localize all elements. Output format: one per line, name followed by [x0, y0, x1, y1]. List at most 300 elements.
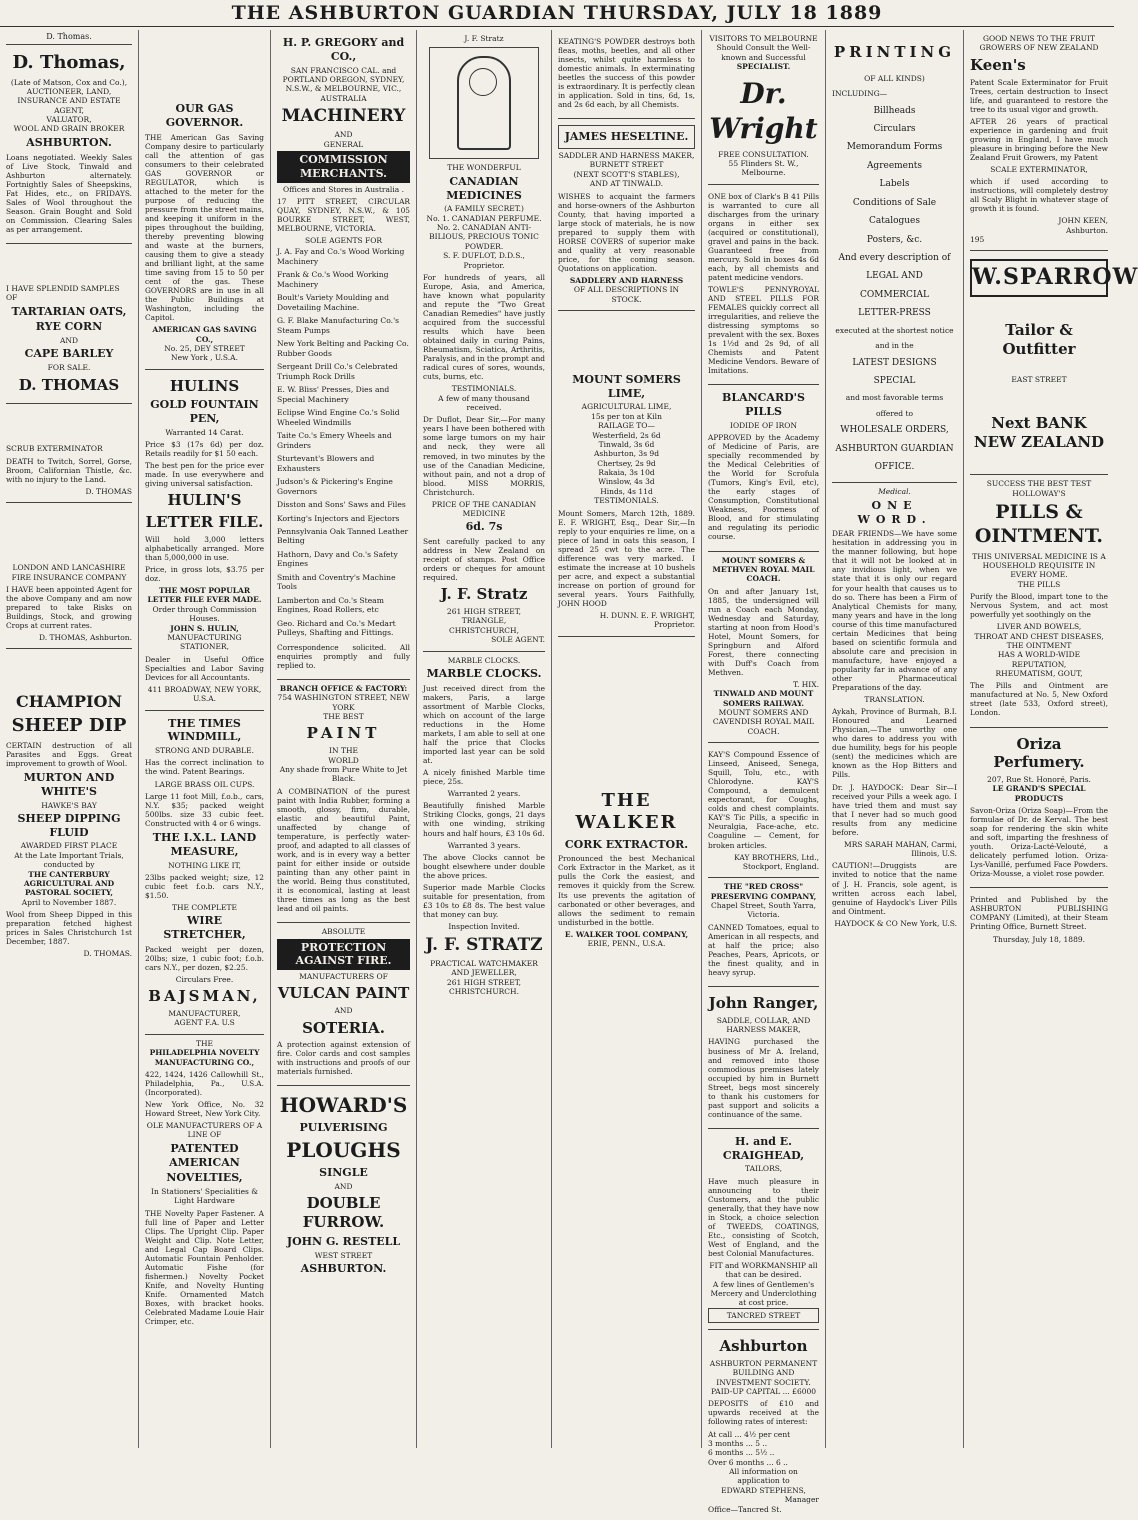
- ad-kays: [708, 743, 819, 878]
- w3: Warranted 3 years.: [447, 840, 521, 850]
- wonderful: THE WONDERFUL: [447, 163, 521, 173]
- thomas-name: D. Thomas,: [12, 52, 126, 73]
- manufacturer: MANUFACTURER,: [168, 1009, 241, 1019]
- east: EAST STREET: [1011, 375, 1067, 385]
- offices: Offices and Stores in Australia .: [283, 184, 404, 194]
- inthe: IN THE: [329, 746, 358, 756]
- marble: MARBLE CLOCKS.: [447, 655, 521, 665]
- print-item: Billheads: [873, 105, 916, 116]
- ad-blancard: [708, 385, 819, 551]
- wind-body: Has the correct inclination to the wind. Patent Bearings.: [145, 758, 264, 777]
- secret: (A FAMILY SECRET.): [444, 204, 524, 214]
- goodnews: GOOD NEWS TO THE FRUIT GROWERS OF NEW ZEALAND: [979, 34, 1099, 53]
- executed: executed at the shortest notice and in the: [835, 325, 954, 351]
- manufactured: The Pills and Ointment are manufactured at No. 5, New Oxford street (late 533, Oxford street), London.: [970, 681, 1108, 718]
- print-item: Agreements: [866, 160, 923, 171]
- erie: ERIE, PENN., U.S.A.: [587, 939, 666, 948]
- circulars: Circulars Free.: [175, 974, 234, 984]
- imprint: [970, 888, 1108, 950]
- test-body: Dr Duflot, Dear Sir,—For many years I have been bothered with some large tumors on my hair and neck, they were all removed, in two minutes by the use of the Canadian Medicine, without pain, and not a drop of blood. MISS MORRIS, Christchurch.: [423, 415, 545, 497]
- permanent: ASHBURTON PERMANENT BUILDING AND INVESTMENT SOCIETY.: [709, 1358, 818, 1387]
- every: And every description of: [838, 253, 951, 263]
- rate-item: Rakaia, 3s 10d: [598, 468, 655, 478]
- the: THE: [195, 1038, 214, 1048]
- iodide: IODIDE OF IRON: [729, 420, 798, 430]
- brass: LARGE BRASS OIL CUPS.: [154, 779, 255, 789]
- oneword: ONE WORD.: [857, 498, 932, 526]
- murton: MURTON AND WHITE'S: [23, 771, 115, 798]
- london-sign: D. THOMAS, Ashburton.: [39, 633, 132, 643]
- saddlery: SADDLERY AND HARNESS: [569, 275, 684, 285]
- chch2: CHRISTCHURCH.: [449, 986, 519, 996]
- print-item: Labels: [879, 179, 910, 190]
- agent-item: Eclipse Wind Engine Co.'s Solid Wheeled Windmills: [277, 408, 400, 427]
- letterpress: LETTER-PRESS: [858, 308, 931, 319]
- sarah: MRS SARAH MAHAN, Carmi, Illinois, U.S.: [844, 839, 957, 859]
- thepills: THE PILLS: [1017, 579, 1061, 589]
- high2: 261 HIGH STREET,: [446, 977, 522, 987]
- cork: CORK EXTRACTOR.: [564, 837, 689, 851]
- ad-building-society: [708, 1330, 819, 1520]
- ranger: John Ranger,: [708, 993, 819, 1012]
- thomas-line-2: VALUATOR,: [46, 115, 92, 124]
- general: GENERAL: [323, 139, 364, 149]
- john-hulin: JOHN S. HULIN,: [170, 623, 239, 633]
- gout: RHEUMATISM, GOUT,: [995, 669, 1083, 678]
- pen-best: The best pen for the price ever made. In use everywhere and giving universal satisfaction.: [145, 461, 264, 489]
- keating: KEATING'S POWDER destroys both fleas, moths, beetles, and all other insects, whilst quite harmless to domestic animals. In exterminating beetles the success of this powder is extraordinary. It is perfectly clean in application. Sold in tins, 6d, 1s, and 2s 6d each, by all Chemists.: [558, 37, 695, 110]
- manuf: MANUFACTURING STATIONER,: [167, 632, 242, 652]
- jfs: J. F. Stratz: [440, 585, 528, 604]
- lime-test: Mount Somers, March 12th, 1889. E. F. WRIGHT, Esq., Dear Sir,—In reply to your enquiries re lime, on a piece of land in oats this season, I spread 25 cwt to the acre. The difference was very marked. I estimate the increase at 10 bushels per acre, and expect a substantial increase on portion of ground for several years. Yours Faithfully, JOHN HOOD: [558, 508, 695, 608]
- ad-sparrow: [970, 251, 1138, 475]
- practical: PRACTICAL WATCHMAKER: [430, 958, 538, 968]
- ad-craighead: [708, 1129, 819, 1330]
- success: SUCCESS THE BEST TEST: [986, 479, 1092, 489]
- visitors: VISITORS TO MELBOURNE: [709, 34, 818, 43]
- thomas-line-4: ASHBURTON.: [26, 135, 112, 149]
- craighead: H. and E. CRAIGHEAD,: [722, 1134, 805, 1162]
- saddler: SADDLER AND HARNESS MAKER, BURNETT STREET: [558, 151, 695, 170]
- trans-body: Aykah, Province of Burmah, B.I. Honoured and Learned Physician,—The unworthy one who dares to address you with due humility, begs for his people (sent) the medicines which are known as the Hop Bitters and Pills.: [832, 707, 957, 780]
- agent-item: G. F. Blake Manufacturing Co.'s Steam Pumps: [277, 316, 400, 335]
- agent-item: Sergeant Drill Co.'s Celebrated Triumph Rock Drills: [277, 362, 398, 381]
- agent-item: Boult's Variety Moulding and Dovetailing Machine.: [277, 293, 389, 312]
- ad-oriza: [970, 728, 1108, 889]
- sent: Sent carefully packed to any address in New Zealand on receipt of stamps. Post Office orders or cheques for amount required.: [423, 537, 545, 583]
- clock-body: Just received direct from the makers, Paris, a large assortment of Marble Clocks, which on account of the large reductions in the Home markets, I am able to sell at one half the price that Clocks imported last year can be sold at.: [423, 683, 545, 765]
- stratz-header: J. F. Stratz: [464, 34, 504, 43]
- branch: BRANCH OFFICE & FACTORY:: [279, 683, 408, 693]
- sole: SOLE AGENTS FOR: [304, 236, 383, 245]
- thomas-late: (Late of Matson, Cox and Co.),: [10, 77, 128, 87]
- dealer: Dealer in Useful Office Specialties and Labor Saving Devices for all Accountants.: [145, 654, 264, 682]
- allkinds: OF ALL KINDS): [864, 73, 925, 83]
- gregory: H. P. GREGORY and CO.,: [282, 36, 405, 63]
- ashburton: ASHBURTON.: [300, 1261, 387, 1275]
- specialist-logo: Dr. Wright: [709, 76, 818, 145]
- heseltine: JAMES HESELTINE.: [558, 125, 695, 149]
- stationers: In Stationers' Specialities & Light Hardware: [151, 1187, 258, 1206]
- fluid: SHEEP DIPPING FLUID: [17, 811, 121, 839]
- nextbank: Next BANK NEW ZEALAND: [973, 413, 1105, 451]
- ad-scrub: [6, 404, 132, 503]
- tinwald-rail: TINWALD AND MOUNT SOMERS RAILWAY.: [713, 689, 814, 708]
- champion: CHAMPION: [15, 692, 123, 712]
- nicely: A nicely finished Marble time piece, 25s.: [423, 767, 545, 786]
- pills-ointment: PILLS & OINTMENT.: [974, 501, 1104, 547]
- ranger-body: HAVING purchased the business of Mr A. Ireland, and removed into those commodious premises lately occupied by him in Burnett Street, begs most sincerely to thank his customers for past support and solicits a continuance of the same.: [708, 1037, 819, 1119]
- mfrs: MANUFACTURERS OF: [299, 972, 388, 981]
- methven-body: On and after January 1st, 1885, the undersigned will run a Coach each Monday, Wednesday and Saturday, starting at noon from Hood's Hotel, Mount Somers, for Springburn and Alford Forest, there connecting with Duff's Coach from Methven.: [708, 586, 819, 677]
- protection: PROTECTION AGAINST FIRE.: [277, 939, 410, 971]
- guardian: ASHBURTON GUARDIAN: [835, 443, 954, 454]
- scrub-title: SCRUB EXTERMINATOR: [6, 444, 103, 454]
- hawkes: HAWKE'S BAY: [41, 800, 97, 810]
- ad-lime: [558, 311, 695, 637]
- hulins: HULINS: [169, 376, 240, 395]
- canned: CANNED Tomatoes, equal to American in all respects, and at half the price; also Peaches, Pears, Apricots, or the finest quality, and in heavy syrup.: [708, 922, 819, 977]
- rate-item: Winslow, 4s 3d: [598, 477, 655, 487]
- including: INCLUDING—: [832, 89, 888, 99]
- scrub-sign: D. THOMAS: [85, 486, 132, 496]
- throat: THROAT AND CHEST DISEASES,: [974, 631, 1104, 641]
- printed: Printed and Published by the ASHBURTON PUBLISHING COMPANY (Limited), at their Steam Printing Office, Burnett Street.: [970, 895, 1108, 932]
- print-item: Circulars: [873, 123, 916, 134]
- and: AND: [334, 130, 353, 140]
- column-1: [0, 30, 138, 1448]
- translation: TRANSLATION.: [864, 694, 925, 704]
- tinwald: AND AT TINWALD.: [589, 179, 664, 189]
- ph-office: New York Office, No. 32 Howard Street, New York City.: [145, 1100, 264, 1119]
- latest: LATEST DESIGNS: [852, 357, 937, 368]
- nothing: NOTHING LIKE IT,: [168, 860, 241, 870]
- rye: RYE CORN: [35, 320, 103, 334]
- samples-line: I HAVE SPLENDID SAMPLES OF: [6, 283, 120, 303]
- haydock-letter: Dr. J. HAYDOCK: Dear Sir—I received your Pills a week ago. I have tried them and must say that I never had so much good results from any medicine before.: [832, 782, 957, 837]
- ixl-price: 23lbs packed weight; size, 12 cubic feet f.o.b. cars N.Y., $1.50.: [145, 872, 264, 900]
- ad-haydock: [832, 483, 957, 934]
- london-body: I HAVE been appointed Agent for the above Company and am now prepared to take Risks on Buildings, Stock, and growing Crops at current rates.: [6, 584, 132, 630]
- oneword-body: DEAR FRIENDS—We have some hesitation in addressing you in the manner following, but hope that it will not be looked at in any invidious light, when we state that it is only our regard for your health that causes us to do so. There has been a Firm of Analytical Chemists for many, many years and have in the long course of this time manufactured certain Medicines that being based on scientific formula and absolute care and precision in manufacture, have enjoyed a popularity far in advance of any other Pharmaceutical Preparations of the day.: [832, 529, 957, 692]
- terms: and most favorable terms offered to: [845, 393, 944, 418]
- ad-london: [6, 503, 132, 649]
- universal: THIS UNIVERSAL MEDICINE IS A HOUSEHOLD REQUISITE IN EVERY HOME.: [972, 551, 1106, 580]
- thomas-loans: Loans negotiated. Weekly Sales of Live Stock, Tinwald and Ashburton alternately. Fortnightly Sales of Sheepskins, Fat Hides, etc., on FRIDAYS. Sales of Wool throughout the Season. Grain Bought and Sold on Commission. Clearing Sales as per arrangement.: [6, 152, 132, 234]
- ad-printing: [832, 30, 957, 483]
- oriza-addr: 207, Rue St. Honoré, Paris.: [987, 775, 1091, 784]
- agent-item: Lamberton and Co.'s Steam Engines, Road Rollers, etc: [277, 595, 384, 615]
- single: SINGLE: [319, 1166, 368, 1180]
- champion-body: CERTAIN destruction of all Parasites and Eggs. Great improvement to growth of Wool.: [6, 740, 132, 768]
- agent-item: Geo. Richard and Co.'s Medart Pulleys, Shafting and Fittings.: [277, 618, 396, 638]
- keen: Keen's: [970, 55, 1026, 74]
- haydock-co: HAYDOCK & CO New York, U.S.: [834, 918, 957, 928]
- wash: 754 WASHINGTON STREET, NEW YORK: [277, 693, 410, 712]
- liver: LIVER AND BOWELS,: [996, 622, 1082, 632]
- ad-keating: [558, 30, 695, 119]
- inspection: Inspection Invited.: [448, 922, 520, 932]
- olemanu: OLE MANUFACTURERS OF A LINE OF: [146, 1121, 263, 1140]
- clock-illustration: [429, 47, 539, 159]
- mfg: MANUFACTURING CO.,: [154, 1057, 255, 1067]
- gas-city: New York , U.S.A.: [171, 353, 238, 363]
- walker: THE WALKER: [575, 789, 678, 834]
- ad-ranger: [708, 987, 819, 1129]
- soteria: SOTERIA.: [302, 1018, 385, 1037]
- ad-walker: [558, 637, 695, 955]
- sign3: D. THOMAS.: [83, 949, 132, 959]
- clock-icon: [457, 56, 511, 150]
- methven: MOUNT SOMERS & METHVEN ROYAL MAIL COACH.: [712, 555, 815, 584]
- pills-body: Purify the Blood, impart tone to the Nervous System, and act most powerfully yet soothingly on the: [970, 592, 1108, 620]
- triangle: TRIANGLE,: [461, 616, 507, 626]
- blancard: BLANCARD'S PILLS: [722, 391, 805, 418]
- ad-redcross: [708, 878, 819, 987]
- next: (NEXT SCOTT'S STABLES),: [573, 169, 680, 179]
- soleagent: SOLE AGENT.: [491, 635, 545, 645]
- scale-body: which if used according to instructions, will completely destroy all Scaly Blight in whatever stage of growth it is found.: [970, 177, 1108, 214]
- print-item: Conditions of Sale: [852, 197, 937, 208]
- canadian: CANADIAN MEDICINES: [446, 174, 522, 202]
- should: Should Consult the Well-known and Successful: [716, 43, 811, 62]
- shade: Any shade from Pure White to Jet Black.: [279, 764, 408, 784]
- ploughs: PLOUGHS: [286, 1138, 401, 1163]
- ad-methven: [708, 552, 819, 744]
- double: DOUBLE FURROW.: [302, 1194, 385, 1231]
- gregory-cities: SAN FRANCISCO CAL. and PORTLAND OREGON, SYDNEY, N.S.W., & MELBOURNE, VIC., AUSTRALIA: [282, 65, 405, 103]
- legrand: LE GRAND'S SPECIAL PRODUCTS: [992, 784, 1086, 803]
- ad-heseltine: [558, 119, 695, 311]
- imprint-date: Thursday, July 18, 1889.: [992, 934, 1086, 944]
- agent-item: Pennsylvania Oak Tanned Leather Belting: [277, 527, 409, 546]
- forsale: FOR SALE.: [47, 363, 91, 373]
- testimonials: TESTIMONIALS.: [594, 496, 659, 506]
- ad-paint: [277, 680, 410, 923]
- masthead: THE ASHBURTON GUARDIAN THURSDAY, JULY 18 1889: [0, 0, 1114, 27]
- ointment: THE OINTMENT: [1006, 640, 1072, 650]
- rate-row: Over 6 months ... 6 ..: [708, 1457, 788, 1467]
- hulin2: HULIN'S: [167, 491, 242, 510]
- manager: Manager: [784, 1495, 819, 1505]
- column-7: [825, 30, 963, 1448]
- wire-price: Packed weight per dozen, 20lbs; size, 1 cubic foot; f.o.b. cars N.Y., per dozen, $2.25.: [145, 944, 264, 972]
- prop: Proprietor.: [463, 260, 505, 270]
- column-6: [701, 30, 825, 1514]
- oriza: Oriza Perfumery.: [993, 734, 1085, 772]
- machinery: MACHINERY: [281, 106, 406, 126]
- novelties: NOVELTIES,: [166, 1171, 243, 1185]
- duflot: S. F. DUFLOT, D.D.S.,: [443, 251, 525, 261]
- bajsman: BAJSMAN,: [148, 987, 261, 1006]
- hulin-addr: 411 BROADWAY, NEW YORK, U.S.A.: [147, 684, 262, 704]
- soteria-body: A protection against extension of fire. Color cards and cost samples with instructions and proofs of our materials furnished.: [277, 1040, 410, 1077]
- fastener: THE Novelty Paper Fastener. A full line of Paper and Letter Clips. The Upright Clip. Paper Weight and Clip. Note Letter, and Legal Cap Board Clips. Automatic Fountain Penholder. Automatic Fishe (for fishermen.) Novelty Pocket Knife, and Novelty Hunting Knife. Ornamented Match Boxes, with bracket hooks. Celebrated Madame Louie Hair Crimper, etc.: [145, 1208, 264, 1327]
- ad-canadian: [423, 30, 545, 652]
- wool: Wool from Sheep Dipped in this preparation fetched highest prices in Sales Christchurch 1st December, 1887.: [6, 910, 132, 947]
- specialist: SPECIALIST.: [736, 62, 791, 72]
- ad-samples: [6, 244, 132, 405]
- med-body: For hundreds of years, all Europe, Asia, and America, have known what popularity and repute the "Two Great Canadian Remedies" have justly acquired from the successful results which have been obtained daily in curing Pains, Rheumatism, Sciatica, Arthritis, Paralysis, and in the prompt and radical cures of sores, wounds, cuts, burns, etc.: [423, 272, 546, 382]
- agent-item: Sturtevant's Blowers and Exhausters: [277, 454, 375, 473]
- popular: THE MOST POPULAR LETTER FILE EVER MADE.: [147, 586, 262, 605]
- gas-body: THE American Gas Saving Company desire to particularly call the attention of gas consumers to their celebrated GAS GOVERNOR or REGULATOR, which is attached to the meter for the purpose of reducing the pressure from the street mains, and keeping it uniform in the pipes throughout the building, thereby preventing blowing and waste at the burners, causing them to give a steady and brilliant light, at the same time saving from 15 to 50 per cent of the gas. These GOVERNORS are in use in all the Public Buildings at Washington, including the Capitol.: [145, 132, 264, 323]
- after: AFTER 26 years of practical experience in gardening and fruit growing in England, I have much pleasure in bringing before the New Zealand Fruit Growers, my Patent: [970, 116, 1108, 162]
- ad-holloway: [970, 475, 1108, 727]
- free: FREE CONSULTATION.: [718, 149, 809, 159]
- ad-vulcan: [277, 923, 410, 1086]
- ixl: THE I.X.L. LAND MEASURE,: [152, 831, 257, 858]
- pen: GOLD FOUNTAIN PEN,: [150, 398, 259, 426]
- perton: 15s per ton at Kiln: [591, 411, 662, 421]
- thomas-line-3: WOOL AND GRAIN BROKER: [13, 124, 125, 134]
- agent-item: Taite Co.'s Emery Wheels and Grinders: [277, 431, 392, 450]
- beautiful: Beautifully finished Marble Striking Clocks, gongs, 21 days with one winding, striking hours and half hours, £3 10s 6d.: [423, 801, 545, 838]
- office: OFFICE.: [874, 462, 915, 472]
- no1: No. 1. CANADIAN PERFUME.: [426, 213, 542, 223]
- ad-gregory: [277, 30, 410, 680]
- wishes: WISHES to acquaint the farmers and horse-owners of the Ashburton County, that having imported a large stock of materials, he is now prepared to supply them with HORSE COVERS of superior make and quality at very reasonable price, for the coming season. Quotations on application.: [558, 191, 695, 273]
- chapel: Chapel Street, South Yarra, Victoria.: [710, 901, 817, 920]
- print-item: Catalogues: [868, 216, 921, 227]
- jfstratz: J. F. STRATZ: [425, 934, 543, 955]
- agent-item: Smith and Coventry's Machine Tools: [277, 572, 396, 592]
- agent: AGENT F.A. U.S: [174, 1018, 235, 1028]
- awarded: AWARDED FIRST PLACE: [20, 841, 118, 851]
- pitt: 17 PITT STREET, CIRCULAR QUAY, SYDNEY, N.S.W., & 105 BOURKE STREET, WEST, MELBOURNE, VICTORIA.: [277, 196, 410, 233]
- holloways: HOLLOWAY'S: [1012, 488, 1066, 498]
- print-item: Memorandum Forms: [846, 142, 943, 153]
- flinders: 55 Flinders St. W., Melbourne.: [728, 158, 799, 178]
- and: AND: [60, 336, 78, 346]
- descriptions: OF ALL DESCRIPTIONS IN STOCK.: [573, 285, 680, 304]
- wind-price: Large 11 foot Mill, f.o.b., cars, N.Y. $35; packed weight 500lbs. size 33 cubic feet. Constructed with 4 or 6 wings.: [145, 791, 264, 828]
- price-label: PRICE OF THE CANADIAN MEDICINE: [431, 499, 537, 519]
- pulverising: PULVERISING: [299, 1121, 388, 1135]
- column-2: [138, 30, 270, 1448]
- column-8: [963, 30, 1138, 1448]
- paidup: PAID-UP CAPITAL ... £6000: [710, 1387, 817, 1397]
- no2: No. 2. CANADIAN ANTI-BILIOUS, PRECIOUS TONIC POWDER.: [429, 223, 539, 251]
- agri: AGRICULTURAL LIME,: [581, 402, 672, 412]
- caution: CAUTION!—Druggists are invited to notice that the name of J. H. Francis, sole agent, is written across each label, genuine of Haydock's Liver Pills and Ointment.: [832, 861, 957, 916]
- legal: LEGAL AND COMMERCIAL: [860, 271, 929, 300]
- sheepdip: SHEEP DIP: [11, 715, 127, 737]
- dates: April to November 1887.: [21, 897, 117, 907]
- thomas-line-1: AUCTIONEER, LAND, INSURANCE AND ESTATE AGENT,: [17, 86, 121, 115]
- office-base: Office—Tancred St.: [708, 1504, 782, 1514]
- testimonials: TESTIMONIALS.: [451, 384, 517, 394]
- ref-number: 195: [970, 235, 985, 245]
- ashburton: Ashburton: [719, 1337, 808, 1356]
- stephens: EDWARD STEPHENS,: [721, 1485, 806, 1495]
- agent-item: New York Belting and Packing Co. Rubber Goods: [277, 339, 409, 358]
- absolute: ABSOLUTE: [321, 927, 366, 937]
- marble2: MARBLE CLOCKS.: [426, 666, 542, 680]
- paint: PAINT: [306, 724, 381, 743]
- society: THE CANTERBURY AGRICULTURAL AND PASTORAL SOCIETY,: [23, 869, 115, 898]
- complete: THE COMPLETE: [172, 902, 237, 912]
- gas-co: AMERICAN GAS SAVING CO.,: [152, 325, 257, 344]
- scale: SCALE EXTERMINATOR,: [990, 164, 1088, 174]
- scrub-body: DEATH to Twitch, Sorrel, Gorse, Broom, Californian Thistle, &c. with no injury to the Land.: [6, 456, 132, 484]
- windmill: THE TIMES WINDMILL,: [167, 716, 242, 744]
- ad-champion: [6, 649, 132, 964]
- rate-item: Tinwald, 3s 6d: [598, 439, 655, 449]
- column-5: [551, 30, 701, 1448]
- keen-name: JOHN KEEN,: [1058, 216, 1108, 226]
- ad-howards: [277, 1086, 410, 1283]
- keen-place: Ashburton.: [1065, 225, 1108, 235]
- ranger-saddle: SADDLE, COLLAR, AND HARNESS MAKER,: [716, 1015, 811, 1035]
- agent-item: E. W. Bliss' Presses, Dies and Special Machinery: [277, 385, 390, 404]
- letter-body: Will hold 3,000 letters alphabetically arranged. More than 5,000,000 in use.: [145, 534, 264, 562]
- high: 261 HIGH STREET,: [446, 607, 522, 617]
- ad-windmill: [145, 711, 264, 1035]
- medical: Medical.: [878, 487, 911, 497]
- patented: PATENTED AMERICAN: [169, 1141, 240, 1169]
- london-title: LONDON AND LANCASHIRE FIRE INSURANCE COMPANY: [11, 563, 127, 582]
- railage: RAILAGE TO—: [598, 421, 655, 431]
- strong: STRONG AND DURABLE.: [155, 746, 254, 756]
- special: SPECIAL: [873, 375, 916, 386]
- agent-item: Korting's Injectors and Ejectors: [277, 513, 400, 523]
- rate-item: Ashburton, 3s 9d: [593, 449, 660, 459]
- ad-philadelphia: [145, 1035, 264, 1335]
- gas-addr: No. 25, DEY STREET: [164, 343, 245, 353]
- ad-gas: [145, 30, 264, 370]
- rate-item: Chertsey, 2s 9d: [597, 458, 656, 468]
- superior: Superior made Marble Clocks suitable for presentation, from £3 10s to £8 8s. The best value that money can buy.: [423, 883, 545, 920]
- letter-price: Price, in gross lots, $3.75 per doz.: [145, 565, 264, 584]
- ad-keen: [970, 30, 1108, 251]
- keen-line: Patent Scale Exterminator for Fruit Trees, certain destruction to Insect life, and guaranteed to restore the tree to its usual vigor and growth.: [970, 77, 1108, 114]
- ad-marble: [423, 652, 545, 1003]
- world: WORLD: [328, 755, 359, 765]
- printing: PRINTING: [833, 43, 956, 61]
- ad-specialist: [708, 30, 819, 185]
- column-4: [416, 30, 551, 1448]
- walkerco: E. WALKER TOOL COMPANY,: [564, 929, 689, 939]
- oats: TARTARIAN OATS,: [11, 304, 127, 318]
- ad-clark: [708, 185, 819, 386]
- and3: AND: [334, 1181, 353, 1191]
- ph-addr: 422, 1424, 1426 Callowhill St., Philadelphia, Pa., U.S.A. (Incorporated).: [145, 1069, 264, 1097]
- agent-item: J. A. Fay and Co.'s Wood Working Machinery: [277, 247, 405, 266]
- tailor-body: Have much pleasure in announcing to their Customers, and the public generally, that they have now in Stock, a choice selection of TWEEDS, COATINGS, Etc., consisting of Scotch, West of England, and the best Colonial Manufactures.: [708, 1176, 819, 1258]
- warranted: Warranted 14 Carat.: [165, 427, 244, 437]
- lines: A few lines of Gentlemen's Mercery and Underclothing at cost price.: [710, 1279, 817, 1308]
- oriza-body: Savon-Oriza (Oriza Soap)—From the formulae of Dr. de Kerval. The best soap for rendering the skin white and soft, imparting the freshness of youth. Oriza-Lacté-Velouté, a delicately perfumed lotion. Oriza-Lys-Vanillé, perfumed Face Powders. Oriza-Mousse, a violet rose powder.: [970, 806, 1108, 879]
- cavendish: MOUNT SOMERS AND CAVENDISH ROYAL MAIL COACH.: [712, 708, 815, 736]
- ad-d-thomas: [6, 45, 132, 244]
- print-item: Posters, &c.: [866, 234, 923, 245]
- jeweller: AND JEWELLER,: [451, 968, 517, 978]
- agent-item: Frank & Co.'s Wood Working Machinery: [277, 270, 389, 289]
- agent-list: [277, 245, 410, 639]
- towle: TOWLE'S PENNYROYAL AND STEEL PILLS FOR FEMALES quickly correct all irregularities, and relieve the distressing symptoms so prevalent with the sex. Boxes 1s 1½d and 2s 9d, of all Chemists and Patent Medicine Vendors. Beware of Imitations.: [708, 284, 819, 376]
- column-3: [270, 30, 416, 1448]
- fit: FIT and WORKMANSHIP all that can be desired.: [709, 1260, 818, 1280]
- applic: All information on application to: [729, 1467, 798, 1486]
- restell: JOHN G. RESTELL: [286, 1234, 401, 1248]
- kays-brothers: KAY BROTHERS, Ltd., Stockport, England.: [734, 852, 819, 871]
- price-value: 6d. 7s: [465, 520, 503, 534]
- gas-title: OUR GAS GOVERNOR.: [165, 102, 244, 129]
- ad-hulins: [145, 370, 264, 711]
- wholesale: WHOLESALE ORDERS,: [840, 425, 949, 436]
- letter: LETTER FILE.: [145, 513, 264, 532]
